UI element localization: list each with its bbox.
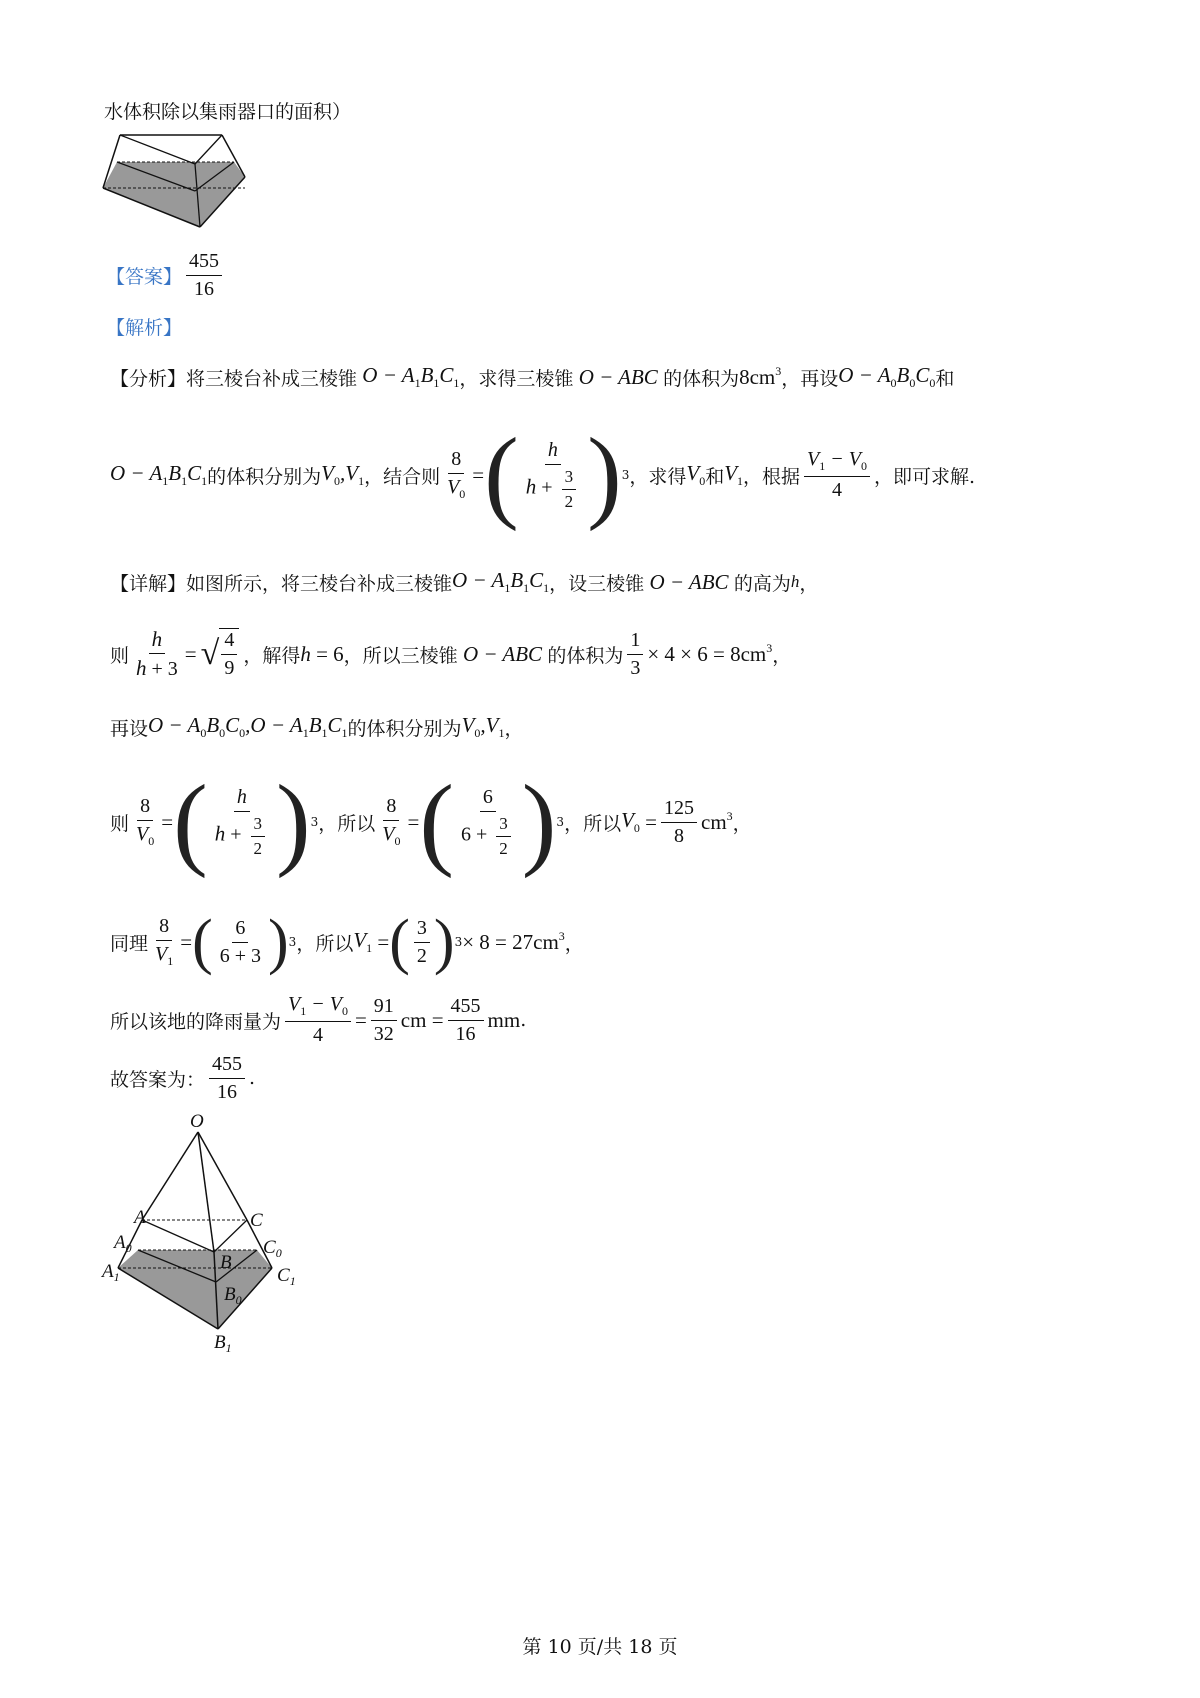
label-C0: $C_0$ — [263, 1237, 282, 1260]
label-B: B — [220, 1252, 232, 1273]
fenxi-line-1: 【分析】 将三棱台补成三棱锥 $O - A_1B_1C_1$ ，求得三棱锥 O − ABC 的体积为 $8cm^3$ ，再设 $O - A_0B_0C_0$ 和 — [110, 363, 955, 390]
label-A: A — [134, 1207, 146, 1228]
label-B1: $B_1$ — [214, 1332, 232, 1355]
pyramid-figure — [100, 1110, 310, 1355]
tongli-line: 同理 $\frac{8}{V_1}$ = ( $\frac{6}{6 + 3}$ ) 3 ，所以 $V_1$ = ( $\frac{3}{2}$ ) 3 × $8 = 27cm^3$ ， — [110, 908, 584, 976]
v0-line: 则 $\frac{8}{V_0}$ = ( h h + $\frac{3}{2}$ ) 3 ，所以 $\frac{8}{V_0}$ = ( 6 6 + $\frac{3}{2}$ ) 3 ，所以 $V_0$ = $\frac{125}{8}$ $cm^3$ ， — [110, 764, 752, 879]
zaishe-line: 再设 $O - A_0B_0C_0,O - A_1B_1C_1$ 的体积分别为 $V_0,V_1$ ， — [110, 713, 524, 740]
label-B0: $B_0$ — [224, 1284, 242, 1307]
label-C: C — [250, 1210, 263, 1231]
label-C1: $C_1$ — [277, 1265, 296, 1288]
analysis-label: 【解析】 — [106, 317, 183, 339]
label-A1: $A_1$ — [102, 1261, 120, 1284]
answer-fraction: $\frac{455}{16}$ — [186, 250, 222, 301]
frustum-figure — [100, 125, 250, 235]
final-answer-line: 故答案为： $\frac{455}{16}$ . — [110, 1052, 256, 1103]
rainfall-line: 所以该地的降雨量为 $\frac{V_1 - V_0}{4}$ = $\frac{91}{32}$ cm = $\frac{455}{16}$ mm . — [110, 993, 527, 1046]
solve-h-line: 则 $\frac{h}{h + 3}$ = √ $\frac{4}{9}$ ，解得 h = 6 ，所以三棱锥 O − ABC 的体积为 $\frac{1}{3}$ × $4 \times 6 = 8cm^3$ ， — [110, 626, 792, 681]
answer-label: 【答案】 — [106, 266, 183, 288]
page-footer: 第 10 页/共 18 页 — [522, 1636, 678, 1658]
label-O: O — [190, 1111, 204, 1132]
intro-tail-text: 水体积除以集雨器口的面积） — [104, 101, 352, 123]
fenxi-line-2: $O - A_1B_1C_1$ 的体积分别为 $V_0,V_1$ ，结合则 $\frac{8}{V_0}$ = ( h h + $\frac{3}{2}$ ) 3 ，求得 $V_0$ 和 $V_1$ ，根据 $\frac{V_1 - V_0}{4}$ ，即可求解. — [110, 417, 976, 532]
label-A0: $A_0$ — [114, 1232, 132, 1255]
xiangjie-line: 【详解】 如图所示，将三棱台补成三棱锥 $O - A_1B_1C_1$ ，设三棱锥 O − ABC 的高为 h ， — [110, 568, 819, 595]
